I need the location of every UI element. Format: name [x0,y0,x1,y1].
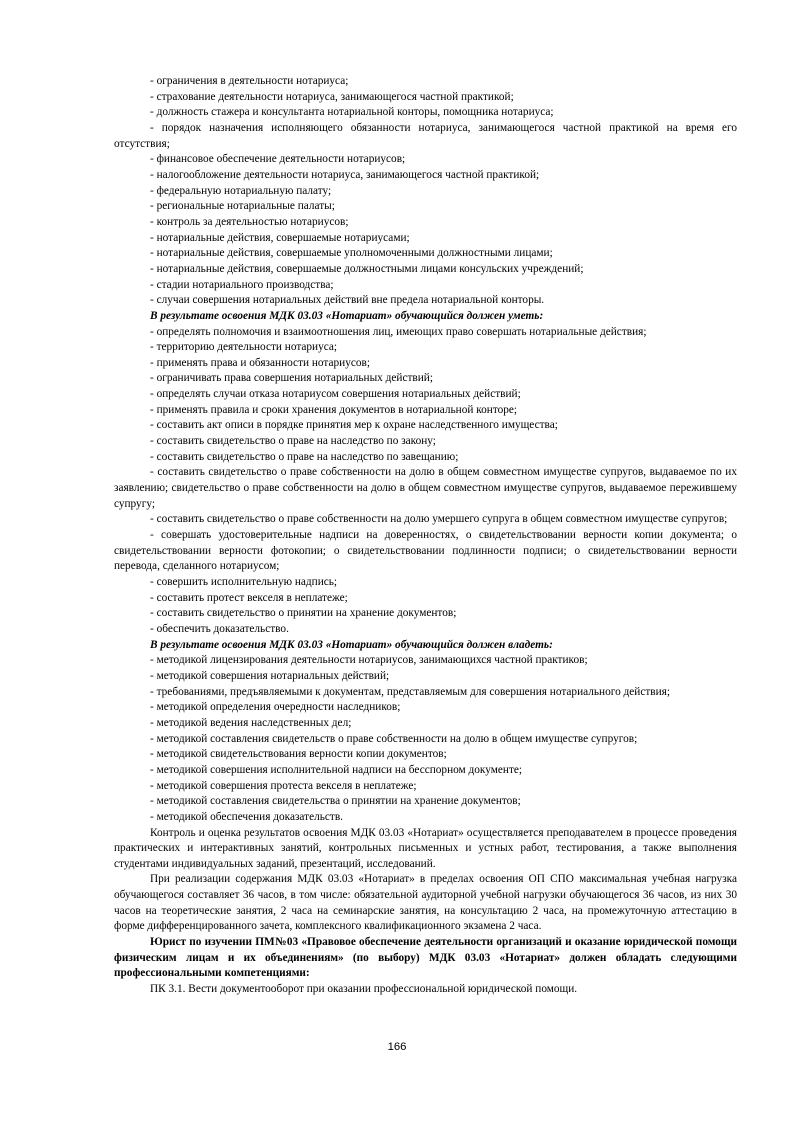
list-item: - методикой лицензирования деятельности нотариусов, занимающихся частной практиков; [150,654,588,667]
list-item: - составить свидетельство о праве на наследство по закону; [150,435,436,448]
list-item: - порядок назначения исполняющего обязанности нотариуса, занимающегося частной практикой на время его отсутствия; [114,121,737,150]
list-item: - методикой свидетельствования верности копии документов; [150,748,447,761]
list-methods [114,653,737,825]
list-item: - совершать удостоверительные надписи на доверенностях, о свидетельствовании верности копии документа; о свидетельствовании верности фотокопии; о свидетельствовании подлинности подписи; о свидетельствовании верности перевода, сделанного нотариусом; [114,529,737,573]
list-item: - составить протест векселя в неплатеже; [150,591,348,604]
list-item: - составить свидетельство о праве собственности на долю в общем совместном имуществе супругов, выдаваемое по их заявлению; свидетельство о праве собственности на долю в общем совместном имуществе супругов, выдаваемое пережившему супругу; [114,466,737,510]
list-item: - нотариальные действия, совершаемые нотариусами; [150,231,410,244]
list-item: - финансовое обеспечение деятельности нотариусов; [150,153,406,166]
list-item: - методикой ведения наследственных дел; [150,716,352,729]
list-skills [114,325,737,638]
list-item: - составить свидетельство о праве собственности на долю умершего супруга в общем совместном имуществе супругов; [150,513,728,526]
list-item: - методикой определения очередности наследников; [150,701,401,714]
list-item: - методикой совершения нотариальных действий; [150,669,390,682]
list-item: - федеральную нотариальную палату; [150,184,332,197]
list-item: - методикой обеспечения доказательств. [150,810,343,823]
page-number: 166 [387,1041,407,1053]
list-item: - должность стажера и консультанта нотариальной конторы, помощника нотариуса; [150,106,554,119]
list-item: - требованиями, предъявляемыми к документам, представляемым для совершения нотариального действия; [150,685,671,698]
list-item: - нотариальные действия, совершаемые уполномоченными должностными лицами; [150,247,553,260]
list-item: - методикой составления свидетельства о принятии на хранение документов; [150,795,521,808]
list-item: - методикой составления свидетельств о праве собственности на долю в общем имуществе супругов; [150,732,638,745]
list-item: - определять случаи отказа нотариусом совершения нотариальных действий; [150,388,521,401]
paragraph-pk: ПК 3.1. Вести документооборот при оказании профессиональной юридической помощи. [150,983,578,996]
list-item: - методикой совершения протеста векселя в неплатеже; [150,779,417,792]
list-item: - ограничивать права совершения нотариальных действий; [150,372,433,385]
list-item: - страхование деятельности нотариуса, занимающегося частной практикой; [150,90,514,103]
list-item: - контроль за деятельностью нотариусов; [150,215,349,228]
heading-umet: В результате освоения МДК 03.03 «Нотариат» обучающийся должен уметь: [150,309,544,322]
list-item: - случаи совершения нотариальных действий вне предела нотариальной конторы. [150,294,545,307]
list-item: - ограничения в деятельности нотариуса; [150,75,349,87]
list-item: - территорию деятельности нотариуса; [150,341,338,354]
list-item: - стадии нотариального производства; [150,278,334,291]
list-item: - налогообложение деятельности нотариуса, занимающегося частной практикой; [150,168,540,181]
list-item: - применять права и обязанности нотариусов; [150,356,370,369]
list-item: - составить свидетельство о праве на наследство по завещанию; [150,450,459,463]
document-page [114,74,737,998]
paragraph-hours: При реализации содержания МДК 03.03 «Нотариат» в пределах освоения ОП СПО максимальная учебная нагрузка обучающегося составляет 36 часов, в том числе: обязательной аудиторной учебной нагрузки обучающегося 36 часов, из них 30 часов на теоретические занятия, 2 часа на семинарские занятия, на консультацию 2 часа, на промежуточную аттестацию в форме дифференцированного зачета, комплексного квалификационного экзамена 2 часа. [114,873,737,933]
list-item: - определять полномочия и взаимоотношения лиц, имеющих право совершать нотариальные действия; [150,325,647,338]
list-item: - совершить исполнительную надпись; [150,576,338,588]
list-item: - региональные нотариальные палаты; [150,200,335,213]
list-item: - нотариальные действия, совершаемые должностными лицами консульских учреждений; [150,262,584,275]
list-item: - обеспечить доказательство. [150,622,289,635]
list-item: - методикой совершения исполнительной надписи на бесспорном документе; [150,763,523,776]
list-notary-topics [114,74,737,309]
list-item: - применять правила и сроки хранения документов в нотариальной конторе; [150,403,518,416]
list-item: - составить акт описи в порядке принятия мер к охране наследственного имущества; [150,419,558,432]
heading-vladet: В результате освоения МДК 03.03 «Нотариат» обучающийся должен владеть: [150,638,553,651]
paragraph-competencies: Юрист по изучении ПМ№03 «Правовое обеспечение деятельности организаций и оказание юридической помощи физическим лицам и их объединениям» (по выбору) МДК 03.03 «Нотариат» должен обладать следующими профессиональными компетенциями: [114,936,737,980]
paragraph-control: Контроль и оценка результатов освоения МДК 03.03 «Нотариат» осуществляется преподавателем в процессе проведения практических и интерактивных занятий, контрольных письменных и устных работ, тестирования, а также выполнения студентами индивидуальных заданий, презентаций, исследований. [114,826,737,870]
list-item: - составить свидетельство о принятии на хранение документов; [150,607,457,620]
